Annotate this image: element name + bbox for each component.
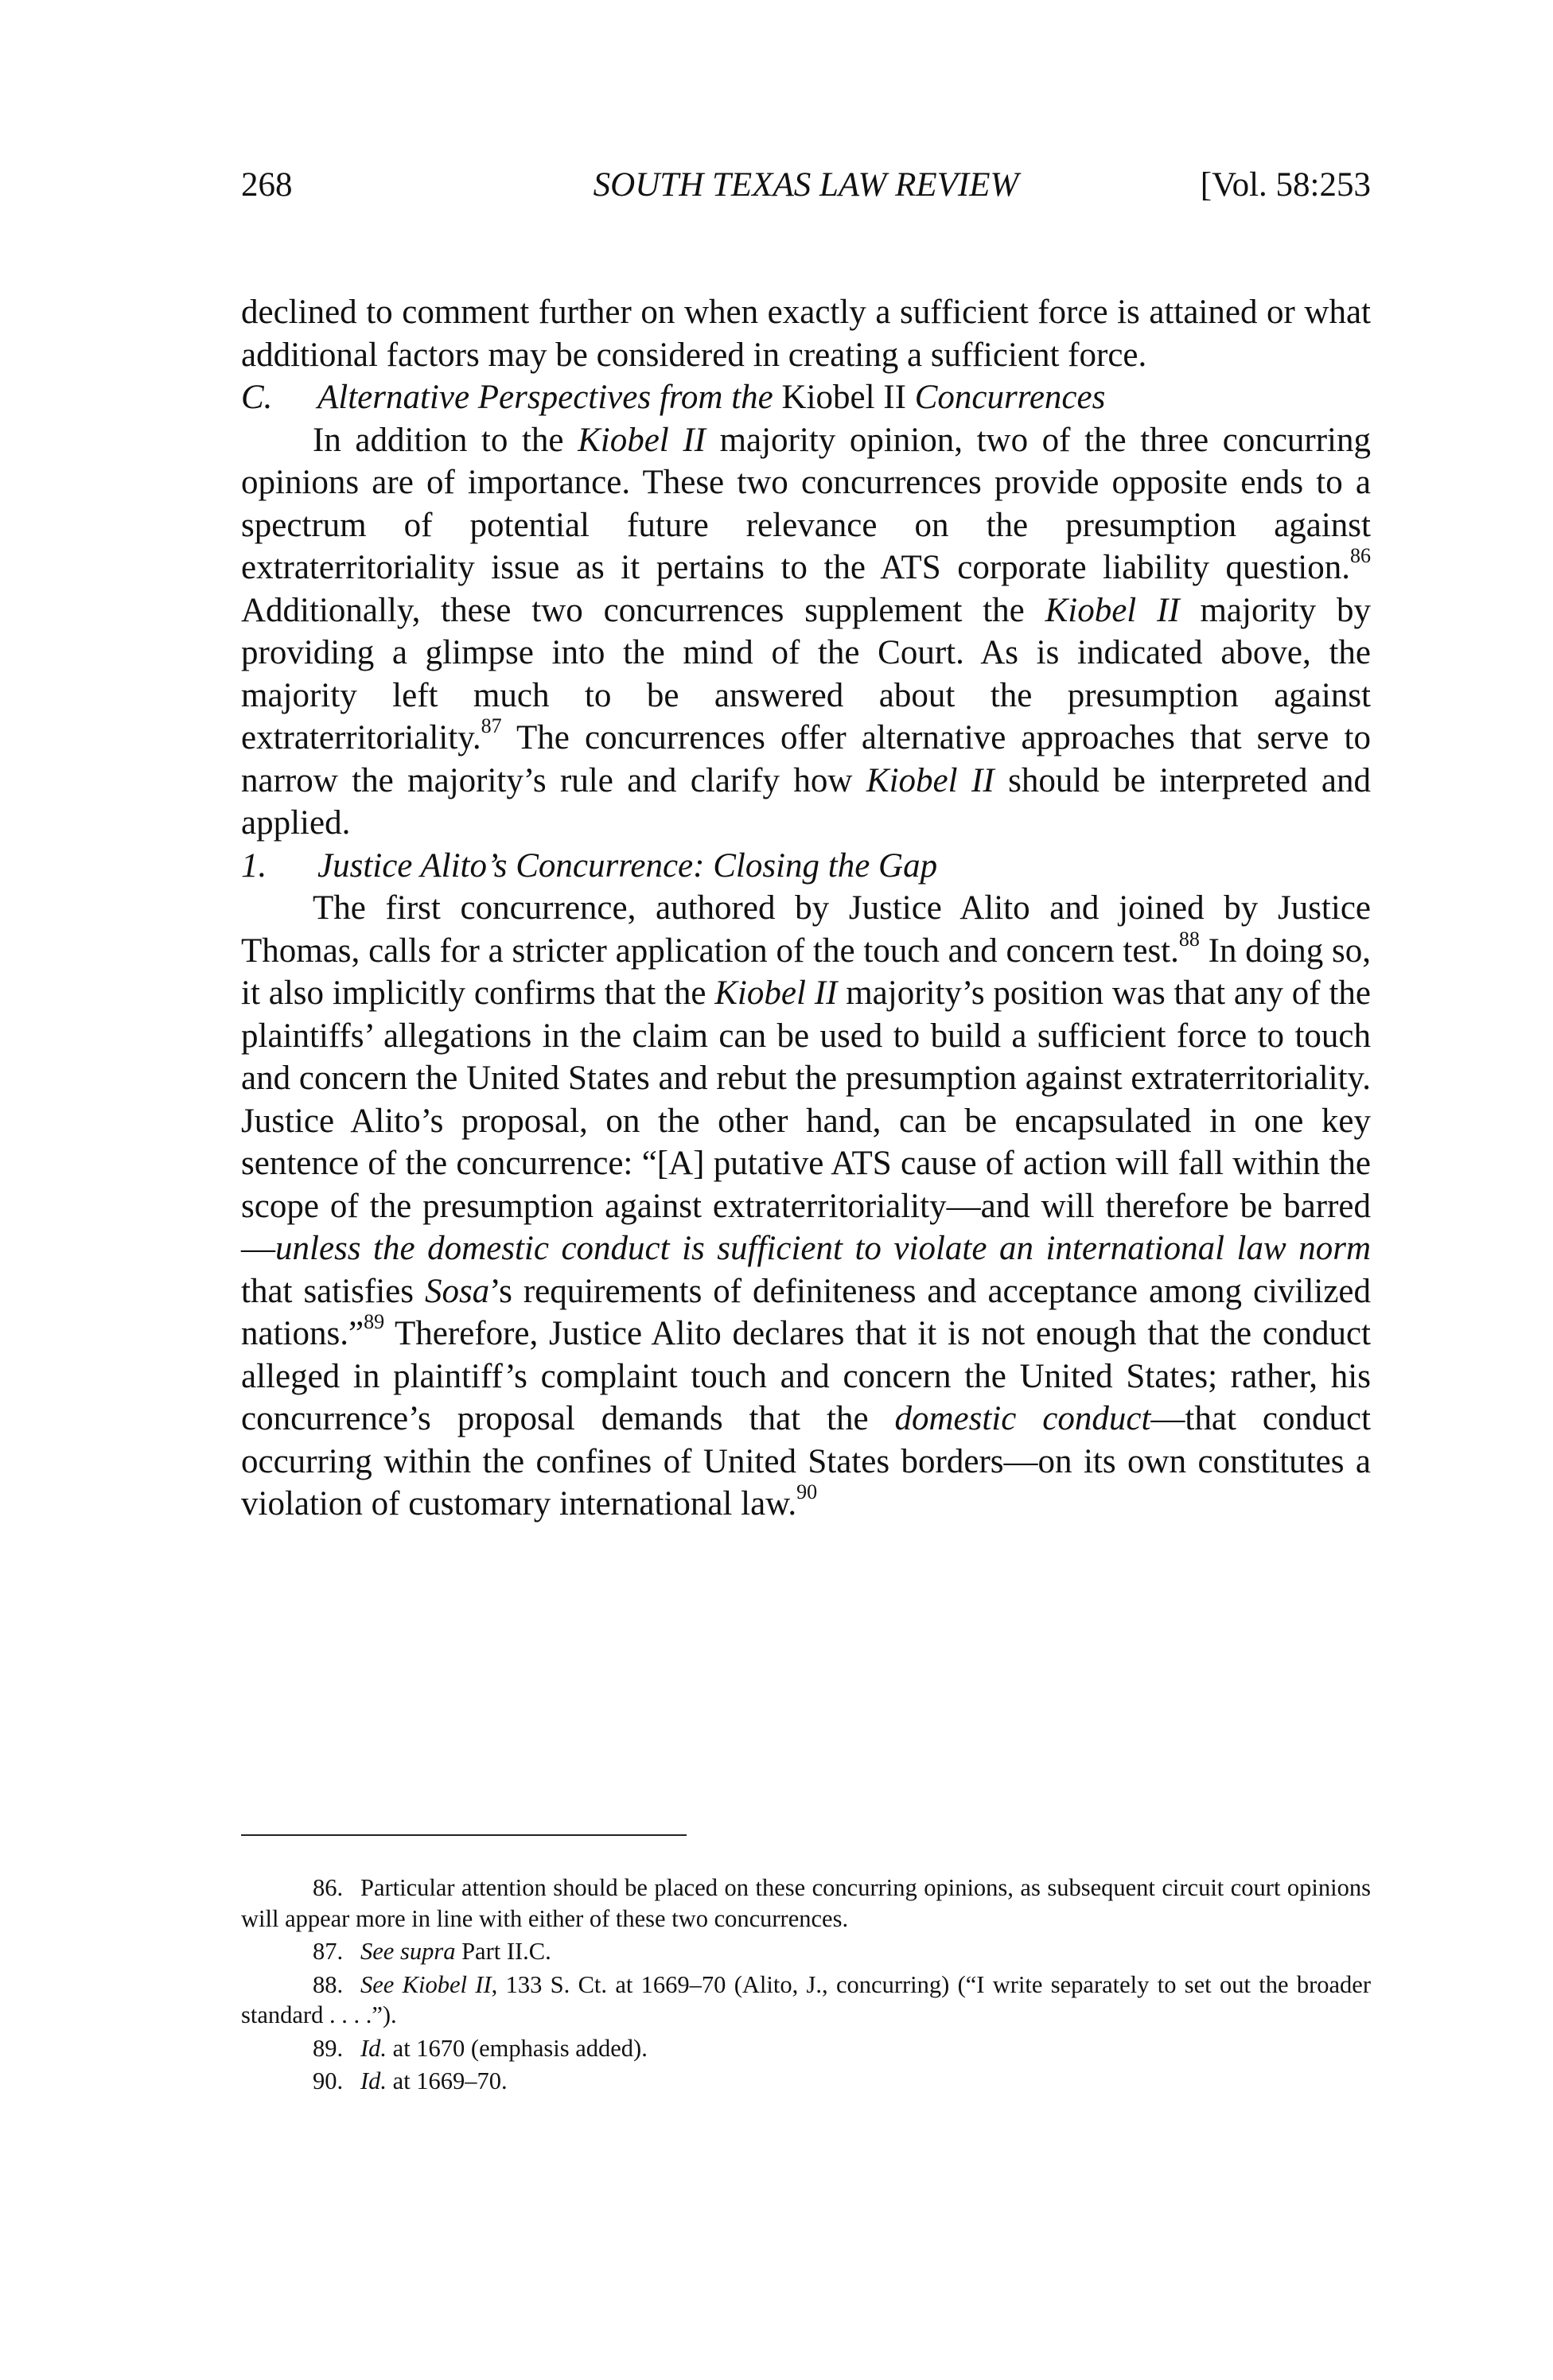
footnote-ref-89[interactable]: 89 <box>364 1310 385 1333</box>
footnote-text: at 1669–70. <box>387 2067 508 2094</box>
footnote-number: 86. <box>313 1874 344 1901</box>
footnote-ref-86[interactable]: 86 <box>1350 544 1371 567</box>
signal: See Kiobel II <box>360 1970 492 1998</box>
journal-title: SOUTH TEXAS LAW REVIEW <box>593 166 1019 204</box>
case-name: Sosa <box>424 1272 490 1310</box>
footnote-number: 89. <box>313 2034 344 2062</box>
footnote-ref-90[interactable]: 90 <box>796 1480 818 1503</box>
footnote-text: at 1670 (emphasis added). <box>387 2034 648 2062</box>
text-run: Additionally, these two concurrences supplement the <box>241 591 1045 629</box>
subsection-title: Justice Alito’s Concurrence: Closing the Gap <box>317 846 938 885</box>
footnote-87 <box>241 1936 1371 1967</box>
volume-citation: [Vol. 58:253 <box>1200 166 1371 204</box>
emphasis: domestic conduct <box>894 1400 1151 1437</box>
footnote-text: Part II.C. <box>455 1938 551 1965</box>
text-run: should be interpreted and applied. <box>241 761 1371 842</box>
footnote-number: 90. <box>313 2067 344 2094</box>
case-name: Kiobel II <box>866 761 994 799</box>
footnote-86 <box>241 1872 1371 1934</box>
case-name: Kiobel II <box>714 974 838 1012</box>
signal: Id. <box>360 2034 387 2062</box>
text-run: Therefore, Justice Alito declares that it is not enough that the conduct alleged in plaintiff’s complaint touch and concern the United States; rather, his concurrence’s proposal demands that the <box>241 1315 1371 1437</box>
running-header <box>241 165 1371 213</box>
text-run: majority opinion, two of the three concurring opinions are of importance. These two concurrences provide opposite ends to a spectrum of potential future relevance on the presumption against extraterritoriality issue as it pertains to the ATS corporate liability question. <box>241 421 1371 586</box>
text-run: The first concurrence, authored by Justice Alito and joined by Justice Thomas, calls for a stricter application of the touch and concern test. <box>241 889 1371 970</box>
text-run: ’s requirements of definiteness and acceptance among civilized nations.” <box>241 1272 1372 1352</box>
section-title-part: Concurrences <box>905 379 1106 416</box>
text-run: In addition to the <box>313 421 578 459</box>
footnote-number: 87. <box>313 1938 344 1965</box>
footnote-90 <box>241 2066 1371 2097</box>
footnotes <box>241 1872 1371 2099</box>
footnote-89 <box>241 2033 1371 2064</box>
case-name: Kiobel II <box>1045 591 1180 629</box>
main-text <box>241 291 1371 1526</box>
paragraph-continued: declined to comment further on when exactly a sufficient force is attained or what additional factors may be considered in creating a sufficient force. <box>241 294 1371 374</box>
section-number: C. <box>241 379 273 416</box>
footnote-ref-88[interactable]: 88 <box>1178 927 1200 951</box>
footnote-number: 88. <box>313 1970 344 1998</box>
footnote-text: Particular attention should be placed on these concurring opinions, as subsequent circuit court opinions will appear more in line with either of these two concurrences. <box>241 1874 1371 1932</box>
section-heading-c <box>241 376 1371 419</box>
page-number: 268 <box>241 166 293 204</box>
paragraph <box>241 419 1371 845</box>
text-run: In doing so, it also implicitly confirms that the <box>241 931 1371 1012</box>
paragraph <box>241 887 1371 1526</box>
footnote-divider <box>241 1834 687 1836</box>
section-title-case: Kiobel II <box>781 379 906 416</box>
emphasis: unless the domestic conduct is sufficient to violate an international law norm <box>275 1230 1371 1267</box>
footnote-text: , 133 S. Ct. at 1669–70 (Alito, J., concurring) (“I write separately to set out the broader standard . . . .”). <box>241 1970 1372 2028</box>
subsection-number: 1. <box>241 846 267 885</box>
text-run: —that conduct occurring within the confines of United States borders—on its own constitutes a violation of customary international law. <box>241 1400 1371 1522</box>
subsection-heading-1 <box>241 845 1371 888</box>
text-run: majority’s position was that any of the plaintiffs’ allegations in the claim can be used to build a sufficient force to touch and concern the United States and rebut the presumption against extraterritoriality. Justice Alito’s proposal, on the other hand, can be encapsulated in one key sentence of the concurrence: “[A] putative ATS cause of action will fall within the scope of the presumption against extraterritoriality—and will therefore be barred— <box>241 974 1371 1267</box>
footnote-88 <box>241 1970 1371 2031</box>
text-run: that satisfies <box>241 1272 425 1310</box>
footnote-ref-87[interactable]: 87 <box>481 714 502 737</box>
case-name: Kiobel II <box>578 421 706 459</box>
text-run: The concurrences offer alternative approaches that serve to narrow the majority’s rule and clarify how <box>241 719 1371 799</box>
text-run: majority by providing a glimpse into the mind of the Court. As is indicated above, the majority left much to be answered about the presumption against extraterritoriality. <box>241 591 1371 756</box>
signal: Id. <box>360 2067 387 2094</box>
section-title-part: Alternative Perspectives from the <box>317 379 782 416</box>
signal: See supra <box>360 1938 456 1965</box>
